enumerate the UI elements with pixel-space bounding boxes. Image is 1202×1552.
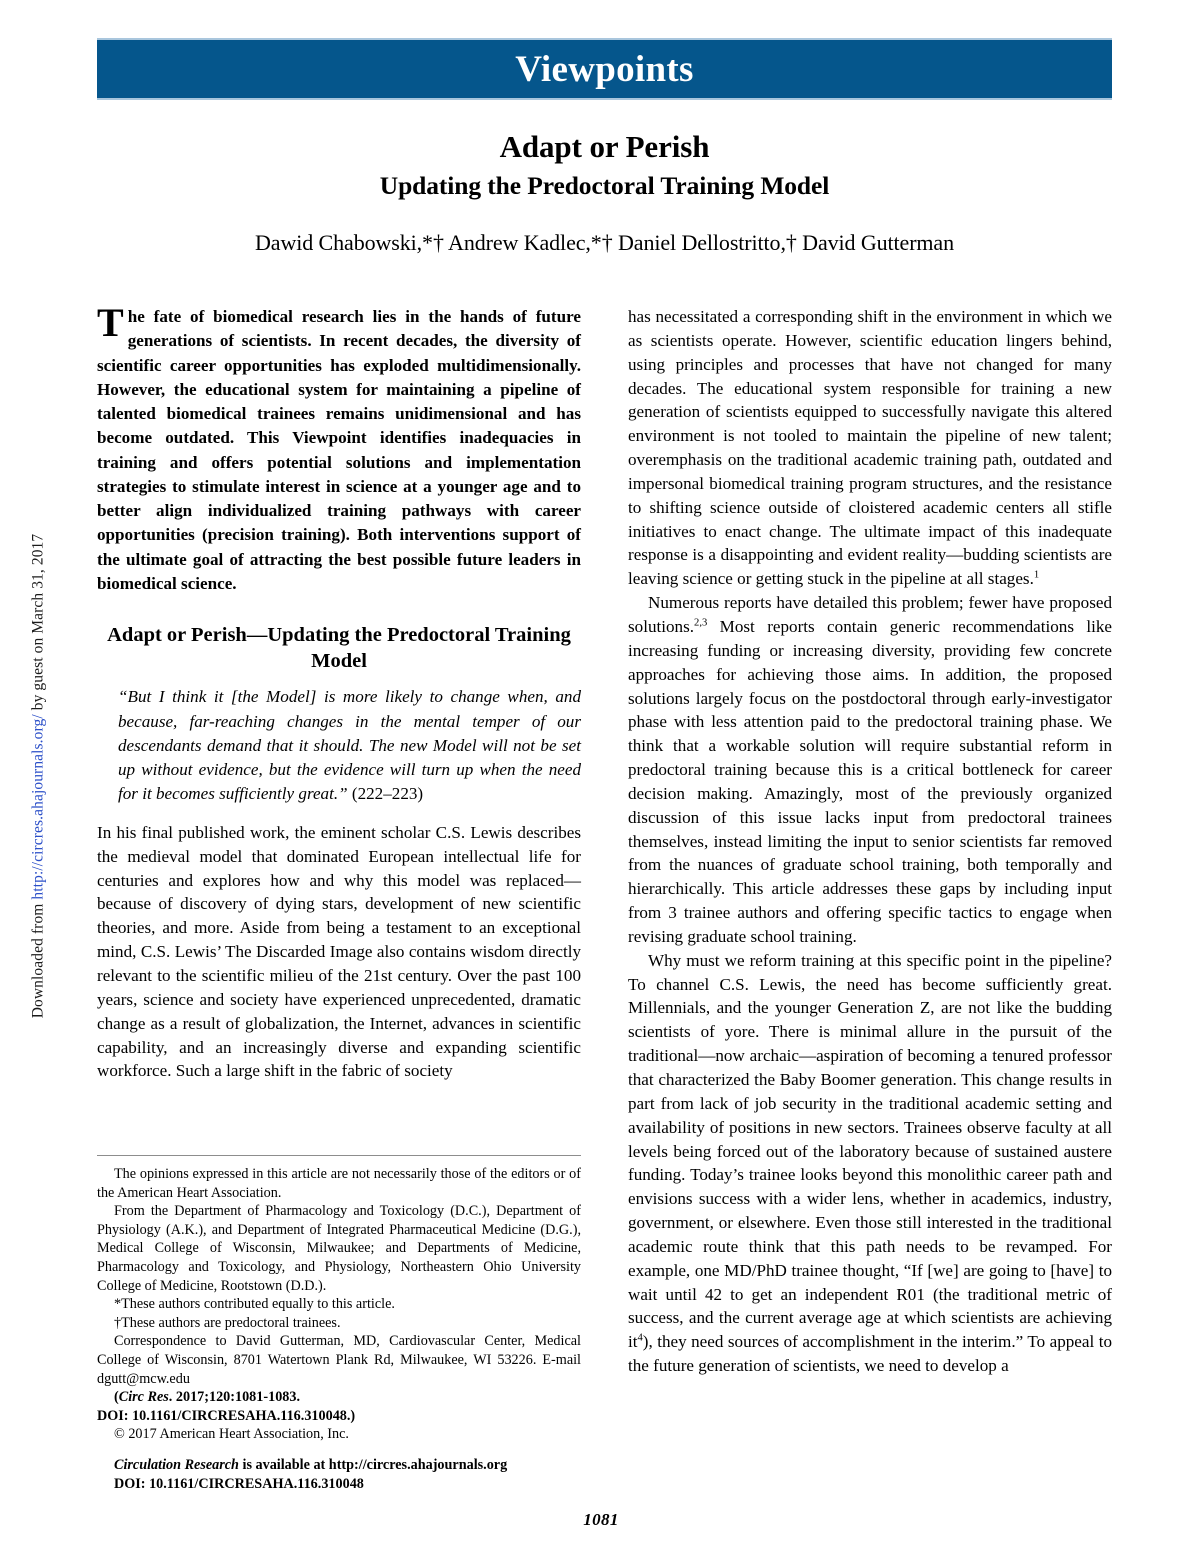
download-stamp-prefix: Downloaded from: [29, 899, 47, 1019]
right-paragraph-2-text-a: Numerous reports have detailed this problem; fewer have proposed solutions.: [628, 593, 1112, 636]
right-paragraph-2-text-b: Most reports contain generic recommendations like increasing funding or increasing diversity, providing few concrete approaches for achieving those aims. In addition, the proposed solutions largely focus on the postdoctoral through early-investigator phase with less attention paid to the predoctoral training phase. We think that a workable solution will require substantial reform in predoctoral training because this is a critical bottleneck for career decision making. Amazingly, most of the previously organized discussion of this issue lacks input from predoctoral trainees themselves, instead limiting the input to senior scientists far removed from the nuances of graduate school training, both temporally and hierarchically. This article addresses these gaps by including input from 3 trainee authors and offering specific tactics to engage when revising graduate school training.: [628, 616, 1112, 946]
download-stamp-url[interactable]: http://circres.ahajournals.org/: [29, 714, 47, 900]
footnote-citation: [97, 1388, 581, 1407]
footnote-divider: [97, 1155, 581, 1156]
banner-title: Viewpoints: [515, 48, 694, 90]
right-paragraph-3-text-a: Why must we reform training at this specific point in the pipeline? To channel C.S. Lewis, the need has become sufficiently great. Millennials, and the younger Generation Z, are not like the budding scientists of yore. There is minimal allure in the pursuit of the traditional—now archaic—aspiration of becoming a tenured professor that characterized the Baby Boomer generation. This change results in part from lack of job security in the traditional academic setting and availability of positions in new sectors. Trainees observe faculty at all levels being forced out of the laboratory because of sustained austere funding. Today’s trainee looks beyond this monolithic career path and envisions success with a wider lens, whether in academics, industry, government, or elsewhere. Even those still interested in the traditional academic route think that this path needs to be revamped. For example, one MD/PhD trainee thought, “If [we] are going to [have] to wait until 42 to get an independent R01 (the traditional metric of success, and the current average age at which scientists are achieving it: [628, 950, 1112, 1352]
citation-volume-pages: . 2017;120:1081-1083.: [168, 1389, 301, 1406]
abstract-text: he fate of biomedical research lies in the hands of future generations of scientists. In recent decades, the diversity of scientific career opportunities has exploded multidimensionally. However, the educational system for maintaining a pipeline of talented biomedical trainees remains unidimensional and has become outdated. This Viewpoint identifies inadequacies in training and offers potential solutions and implementation strategies to stimulate interest in science at a younger age and to better align individualized training pathways with career opportunities (precision training). Both interventions support of the ultimate goal of attracting the best possible future leaders in biomedical science.: [97, 307, 581, 593]
footnote-predoctoral-trainees: †These authors are predoctoral trainees.: [114, 1314, 341, 1331]
abstract-paragraph: [97, 300, 581, 596]
footnote-copyright: © 2017 American Heart Association, Inc.: [114, 1426, 349, 1443]
right-paragraph-3: [628, 949, 1112, 1378]
viewpoints-banner: [97, 38, 1112, 100]
right-paragraph-3-text-b: ), they need sources of accomplishment in the interim.” To appeal to the future generation of scientists, we need to develop a: [628, 1332, 1112, 1376]
footnote-opinions: The opinions expressed in this article are not necessarily those of the editors or of the American Heart Association.: [97, 1166, 581, 1201]
availability-journal-name: Circulation Research: [114, 1456, 239, 1473]
footnote-availability-doi: DOI: 10.1161/CIRCRESAHA.116.310048: [114, 1475, 364, 1492]
right-column: [628, 305, 1112, 1378]
footnote-block: [97, 1155, 581, 1493]
page-title: Adapt or Perish: [499, 129, 710, 164]
left-column: [97, 300, 581, 1083]
page-subtitle: Updating the Predoctoral Training Model: [379, 170, 830, 200]
download-stamp-suffix: by guest on March 31, 2017: [29, 533, 47, 715]
right-paragraph-1: [628, 305, 1112, 591]
section-heading: Adapt or Perish—Updating the Predoctoral Training Model: [107, 624, 571, 672]
footnote-affiliations: From the Department of Pharmacology and Toxicology (D.C.), Department of Physiology (A.K.), and Department of Integrated Pharmaceutical Medicine (D.G.), Medical College of Wisconsin, Milwaukee; and Departments of Medicine, Pharmacology and Toxicology, and Physiology, Northeastern Ohio University College of Medicine, Rootstown (D.D.).: [97, 1203, 581, 1294]
right-paragraph-2: [628, 591, 1112, 949]
right-paragraph-1-text: has necessitated a corresponding shift in the environment in which we as scientists operate. However, scientific education lingers behind, using principles and processes that have not changed for many decades. The educational system responsible for training a new generation of scientists equipped to successfully navigate this altered environment is not tooled to maintain the pipeline of new talent; overemphasis on the traditional academic training path, outdated and impersonal biomedical training program structures, and the resistance to shifting science outside of cloistered academic centers all stifle initiatives to enact change. The ultimate impact of this inadequate response is a disappointing and evident reality—budding scientists are leaving science or getting stuck in the pipeline at all stages.: [628, 307, 1112, 589]
pull-quote-citation: (222–223): [347, 783, 424, 803]
page-number: 1081: [583, 1510, 619, 1529]
pull-quote-text: “But I think it [the Model] is more likely to change when, and because, far-reaching changes in the mental temper of our descendants demand that it should. The new Model will not be set up without evidence, but the evidence will turn up when the need for it becomes sufficiently great.”: [118, 687, 581, 803]
availability-url-text: is available at http://circres.ahajournals.org: [238, 1456, 508, 1473]
footnote-correspondence: Correspondence to David Gutterman, MD, Cardiovascular Center, Medical College of Wisconsin, 8701 Watertown Plank Rd, Milwaukee, WI 53226. E-mail dgutt@mcw.edu: [97, 1333, 581, 1387]
pull-quote: [97, 685, 581, 805]
footnote-citation-doi: DOI: 10.1161/CIRCRESAHA.116.310048.): [97, 1407, 356, 1424]
left-body-paragraph: In his final published work, the eminent scholar C.S. Lewis describes the medieval model that dominated European intellectual life for centuries and explores how and why this model was replaced—because of discovery of dying stars, development of new scientific theories, and more. Aside from being a testament to an exceptional mind, C.S. Lewis’ The Discarded Image also contains wisdom directly relevant to the scientific milieu of the 21st century. Over the past 100 years, science and society have experienced unprecedented, dramatic change as a result of globalization, the Internet, advances in scientific capability, and an increasingly diverse and expanding scientific workforce. Such a large shift in the fabric of society: [97, 822, 581, 1081]
citation-open-paren: (: [114, 1389, 119, 1406]
abstract-dropcap: T: [97, 300, 124, 345]
reference-marker-1: 1: [1033, 569, 1040, 581]
reference-marker-2: 2,3: [694, 617, 708, 629]
footnote-availability: [97, 1456, 581, 1475]
citation-journal-name: Circ Res: [118, 1389, 169, 1406]
title-block: [97, 130, 1112, 256]
reference-marker-3: 4: [637, 1332, 643, 1344]
footnote-equal-contribution: *These authors contributed equally to this article.: [114, 1296, 395, 1313]
author-byline: Dawid Chabowski,*† Andrew Kadlec,*† Daniel Dellostritto,† David Gutterman: [255, 230, 954, 256]
